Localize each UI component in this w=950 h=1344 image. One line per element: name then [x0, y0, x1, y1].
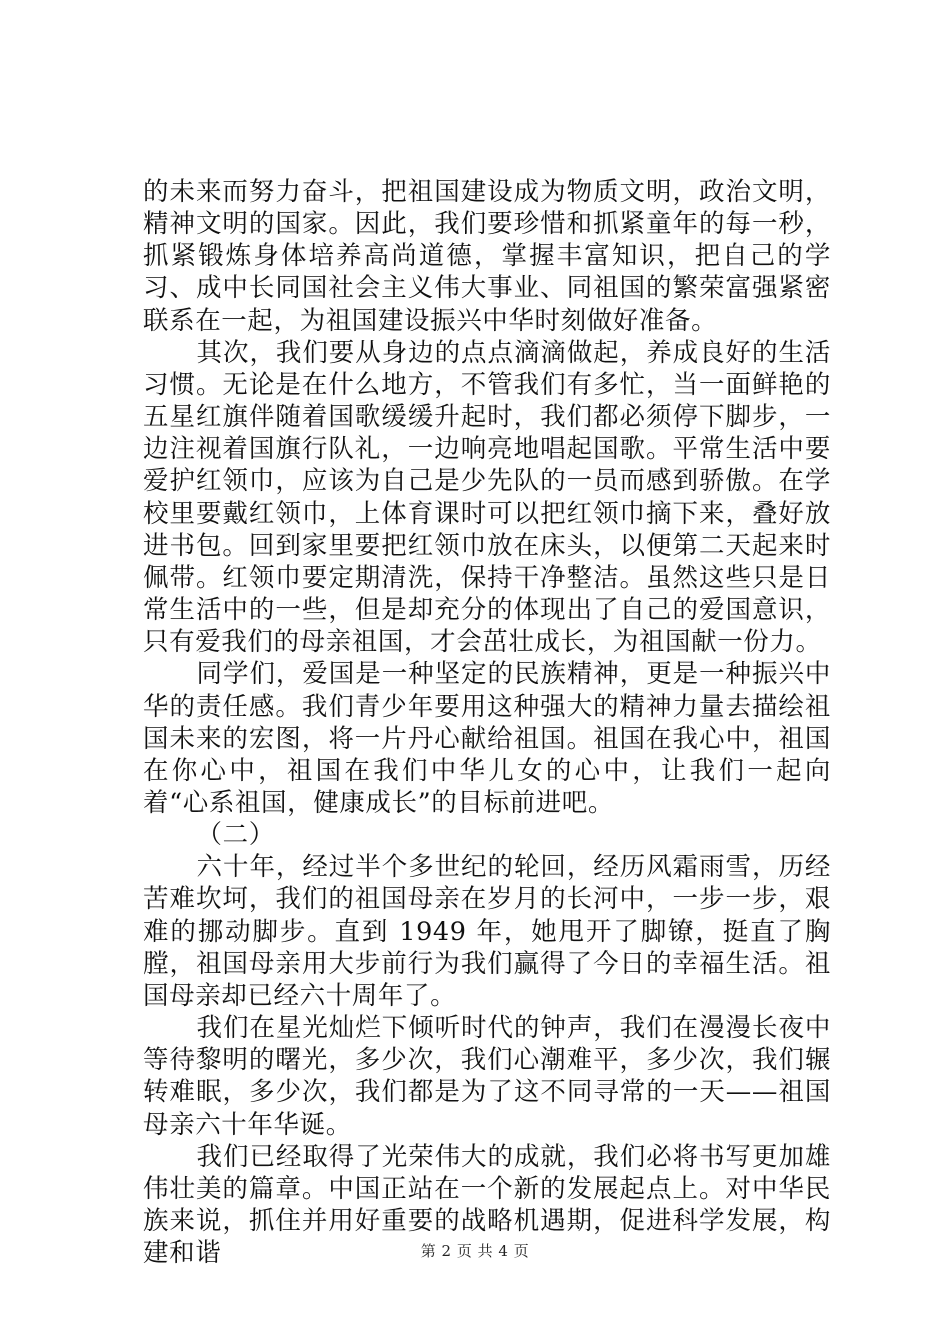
paragraph-2: 其次，我们要从身边的点点滴滴做起，养成良好的生活习惯。无论是在什么地方，不管我们有多忙，当一面鲜艳的五星红旗伴随着国歌缓缓升起时，我们都必须停下脚步，一边注视着国旗行队礼，一边响亮地唱起国歌。平常生活中要爱护红领巾，应该为自己是少先队的一员而感到骄傲。在学校里要戴红领巾，上体育课时可以把红领巾摘下来，叠好放进书包。回到家里要把红领巾放在床头，以便第二天起来时佩带。红领巾要定期清洗，保持干净整洁。虽然这些只是日常生活中的一些，但是却充分的体现出了自己的爱国意识，只有爱我们的母亲祖国，才会茁壮成长，为祖国献一份力。 [143, 337, 831, 658]
section-heading: （二） [196, 820, 275, 851]
document-body [143, 176, 831, 1269]
page-number-footer: 第 2 页 共 4 页 [420, 1242, 530, 1260]
paragraph-3: 同学们，爱国是一种坚定的民族精神，更是一种振兴中华的责任感。我们青少年要用这种强大的精神力量去描绘祖国未来的宏图，将一片丹心献给祖国。祖国在我心中，祖国在你心中，祖国在我们中华儿女的心中，让我们一起向着“心系祖国，健康成长”的目标前进吧。 [143, 659, 831, 818]
paragraph-6: 我们在星光灿烂下倾听时代的钟声，我们在漫漫长夜中等待黎明的曙光，多少次，我们心潮难平，多少次，我们辗转难眠，多少次，我们都是为了这不同寻常的一天——祖国母亲六十年华诞。 [143, 1013, 831, 1140]
paragraph-5: 六十年，经过半个多世纪的轮回，经历风霜雨雪，历经苦难坎坷，我们的祖国母亲在岁月的长河中，一步一步，艰难的挪动脚步。直到 1949 年，她甩开了脚镣，挺直了胸膛，祖国母亲用大步前行为我们赢得了今日的幸福生活。祖国母亲却已经六十周年了。 [143, 852, 831, 1011]
paragraph-1: 的未来而努力奋斗，把祖国建设成为物质文明，政治文明，精神文明的国家。因此，我们要珍惜和抓紧童年的每一秒，抓紧锻炼身体培养高尚道德，掌握丰富知识，把自己的学习、成中长同国社会主义伟大事业、同祖国的繁荣富强紧密联系在一起，为祖国建设振兴中华时刻做好准备。 [143, 177, 831, 336]
paragraph-7: 我们已经取得了光荣伟大的成就，我们必将书写更加雄伟壮美的篇章。中国正站在一个新的发展起点上。对中华民族来说，抓住并用好重要的战略机遇期，促进科学发展，构建和谐 [143, 1141, 831, 1269]
